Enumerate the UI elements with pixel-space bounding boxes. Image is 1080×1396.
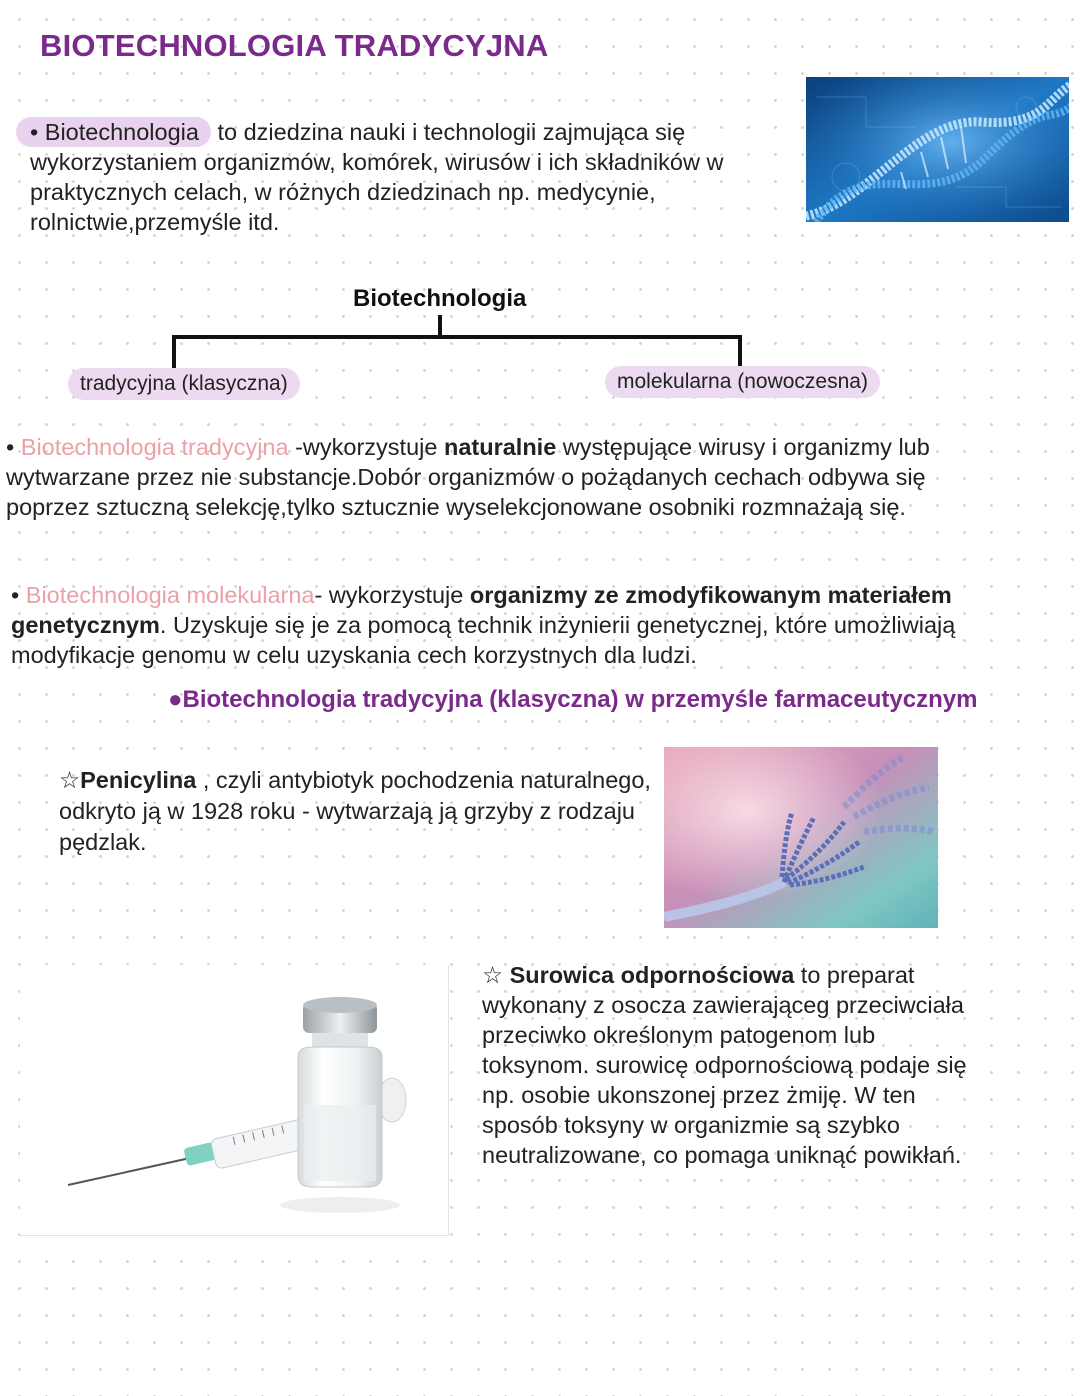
- traditional-text-1: -wykorzystuje: [288, 434, 444, 460]
- molecular-text-1: - wykorzystuje: [314, 582, 470, 608]
- serum-bold: Surowica odpornościowa: [509, 962, 795, 988]
- penicillin-bold: Penicylina: [80, 767, 197, 793]
- molecular-text-2: . Uzyskuje się je za pomocą technik inżynierii genetycznej, które umożliwiają modyfikacje genomu w celu uzyskania cech korzystnych dla ludzi.: [11, 612, 956, 668]
- bullet: •: [6, 434, 15, 460]
- traditional-bold: naturalnie: [443, 434, 557, 460]
- penicillium-image: [664, 747, 938, 928]
- diagram-right-node: molekularna (nowoczesna): [605, 366, 880, 398]
- dna-image: [806, 77, 1069, 222]
- intro-text: to dziedzina nauki i technologii zajmująca się wykorzystaniem organizmów, komórek, wirusów i ich składników w praktycznych celach, w różnych dziedzinach np. medycynie, rolnictwie,przemyśle itd.: [30, 119, 724, 235]
- molecular-paragraph: [11, 580, 1011, 670]
- traditional-term: Biotechnologia tradycyjna: [20, 434, 289, 460]
- bullet: •: [30, 119, 39, 145]
- diagram-root: Biotechnologia: [353, 285, 527, 312]
- vial-syringe-image: [20, 965, 449, 1236]
- intro-paragraph: [30, 117, 805, 237]
- penicillin-text: , czyli antybiotyk pochodzenia naturalnego, odkryto ją w 1928 roku - wytwarzają ją grzyby z rodzaju pędzlak.: [59, 767, 651, 855]
- serum-text: to preparat wykonany z osocza zawierająceg przeciwciała przeciwko określonym patogenom lub toksynom. surowicę odpornościową podaje się np. osobie ukonszonej przez żmiję. W ten sposób toksyny w organizmie są szybko neutralizowane, co pomaga uniknąć powikłań.: [482, 962, 967, 1168]
- intro-term: Biotechnologia: [44, 119, 199, 145]
- traditional-text-2: występujące wirusy i organizmy lub wytwarzane przez nie substancje.Dobór organizmów o pożądanych cechach odbywa się poprzez sztuczną selekcję,tylko sztucznie wyselekcjonowane osobniki rozmnażają się.: [6, 434, 930, 520]
- molecular-bold: organizmy ze zmodyfikowanym materiałem genetycznym: [11, 582, 952, 638]
- penicillin-paragraph: [59, 765, 659, 858]
- page-title: BIOTECHNOLOGIA TRADYCYJNA: [40, 28, 549, 63]
- serum-paragraph: [482, 960, 982, 1170]
- bullet: •: [11, 582, 20, 608]
- section-subheading: ●Biotechnologia tradycyjna (klasyczna) w przemyśle farmaceutycznym: [168, 686, 978, 713]
- intro-highlight: [16, 117, 211, 147]
- diagram-left-node: tradycyjna (klasyczna): [68, 368, 300, 400]
- star-icon: ☆: [482, 962, 510, 988]
- star-icon: ☆: [59, 767, 81, 793]
- diagram-connector: [160, 312, 760, 372]
- molecular-term: Biotechnologia molekularna: [25, 582, 315, 608]
- traditional-paragraph: [6, 432, 1006, 522]
